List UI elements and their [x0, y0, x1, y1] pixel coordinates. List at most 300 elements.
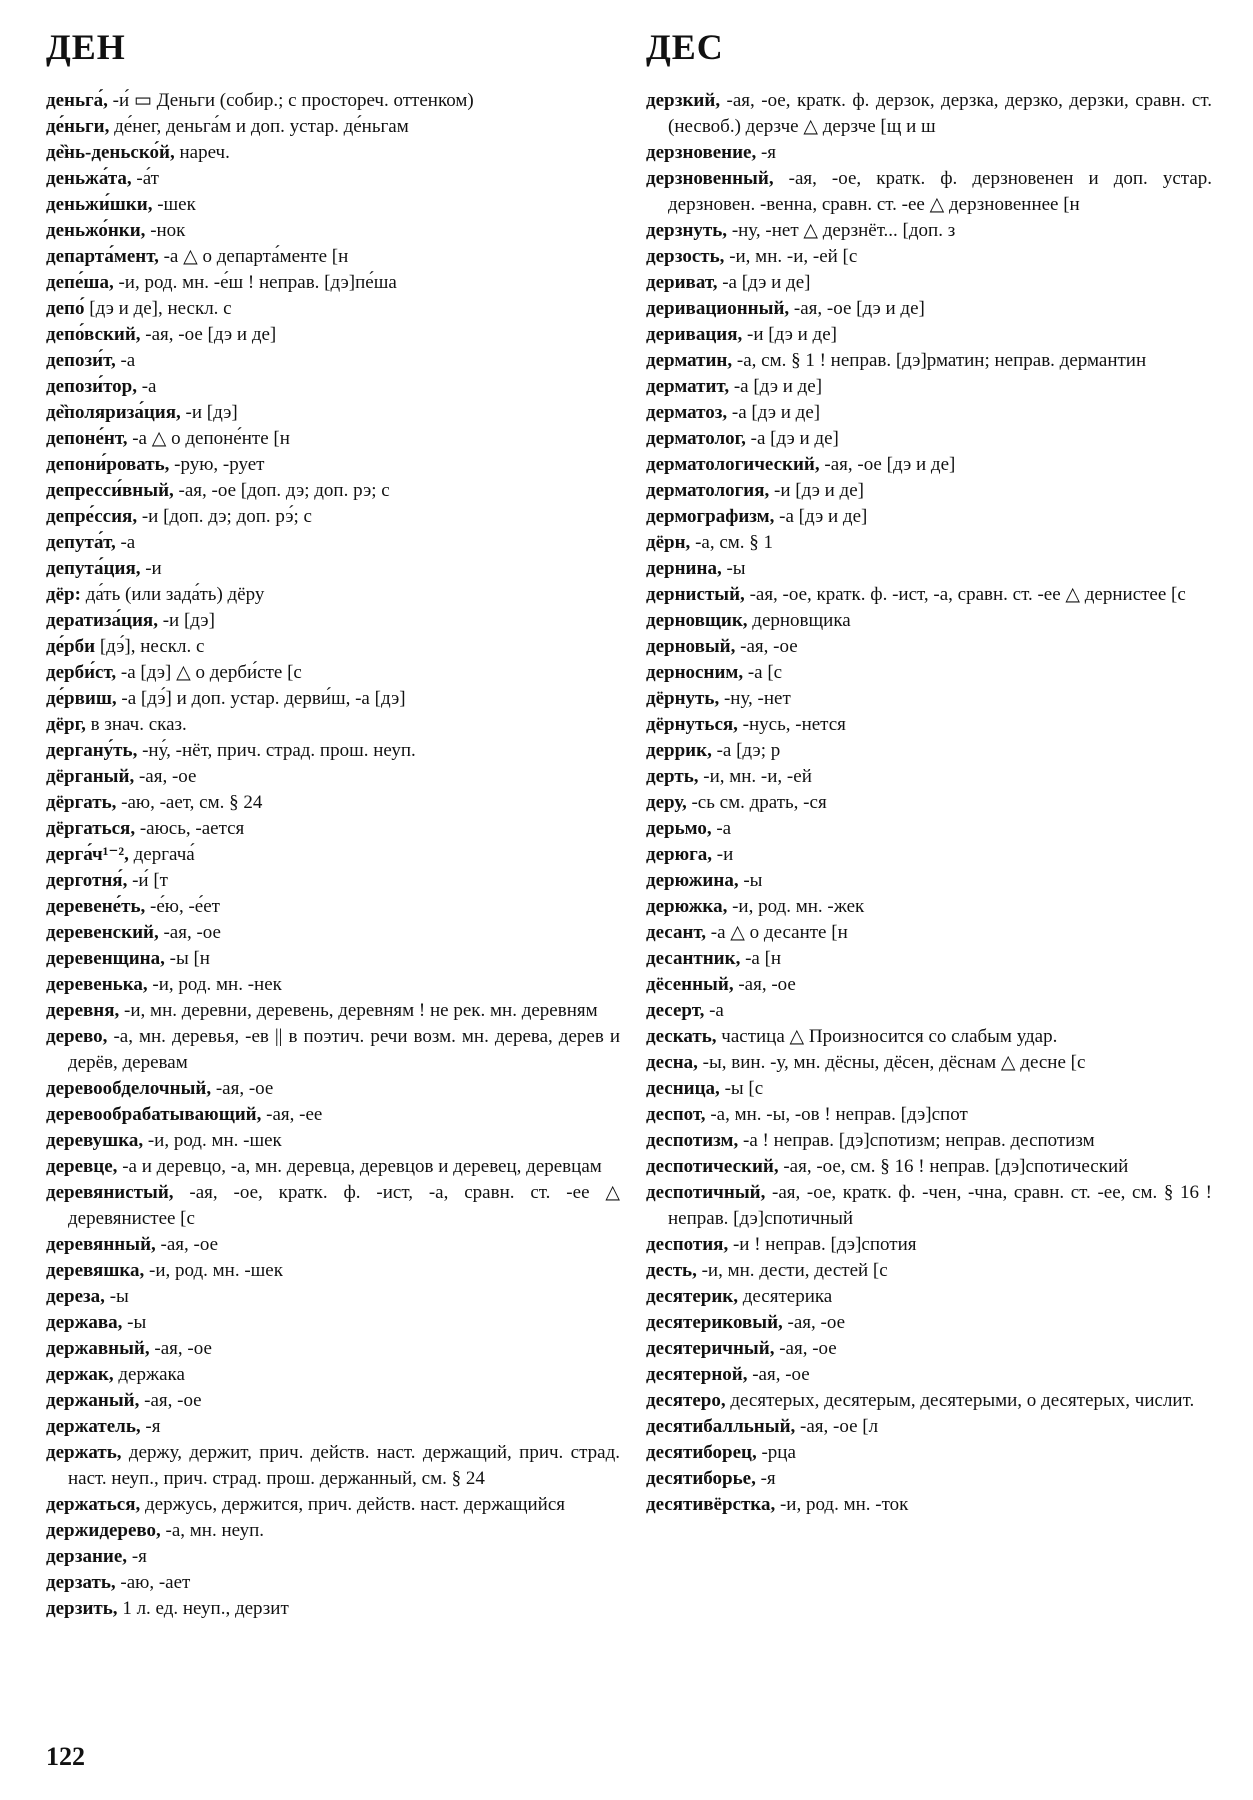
entry-definition: держака	[113, 1364, 185, 1385]
dictionary-entry	[646, 790, 1212, 816]
entry-definition: -ая, -ое, кратк. ф. дерзок, дерзка, дерзко, дерзки, сравн. ст. (несвоб.) дерзче △ дерзче [щ и ш	[668, 90, 1212, 137]
entry-definition: -а, мн. деревья, -ев || в поэтич. речи возм. мн. дерева, дерев и дерёв, деревам	[68, 1026, 620, 1073]
dictionary-entry	[46, 1232, 620, 1258]
entry-definition: -а и деревцо, -а, мн. деревца, деревцов и деревец, деревцам	[117, 1156, 602, 1177]
entry-headword: депе́ша,	[46, 272, 114, 293]
dictionary-entry	[646, 88, 1212, 140]
entry-definition: в знач. сказ.	[85, 714, 187, 735]
entry-headword: де̏нь-деньско́й,	[46, 142, 175, 163]
dictionary-entry	[46, 218, 620, 244]
entry-headword: дёр:	[46, 584, 81, 605]
entry-definition: -и, род. мн. -шек	[143, 1130, 282, 1151]
dictionary-entry	[646, 868, 1212, 894]
dictionary-entry	[46, 1440, 620, 1492]
dictionary-entry	[646, 166, 1212, 218]
entry-definition: -а [н	[740, 948, 782, 969]
dictionary-entry	[646, 452, 1212, 478]
entry-definition: -а [с	[743, 662, 783, 683]
entry-headword: держатель,	[46, 1416, 141, 1437]
entry-definition: -и [дэ и де]	[769, 480, 864, 501]
dictionary-entry	[46, 1024, 620, 1076]
entry-headword: дерюжка,	[646, 896, 728, 917]
entry-definition: держу, держит, прич. действ. наст. держащий, прич. страд. наст. неуп., прич. страд. прош. держанный, см. § 24	[68, 1442, 620, 1489]
entry-headword: дерматологический,	[646, 454, 820, 475]
dictionary-entry	[646, 322, 1212, 348]
entry-definition: десятерых, десятерым, десятерыми, о десятерых, числит.	[725, 1390, 1195, 1411]
entry-headword: десант,	[646, 922, 707, 943]
entry-headword: держаться,	[46, 1494, 141, 1515]
dictionary-entry	[46, 1128, 620, 1154]
dictionary-entry	[646, 140, 1212, 166]
entry-headword: десерт,	[646, 1000, 705, 1021]
dictionary-entry	[646, 894, 1212, 920]
entry-headword: дерматоз,	[646, 402, 728, 423]
entry-headword: десятеричный,	[646, 1338, 775, 1359]
dictionary-entry	[646, 1336, 1212, 1362]
dictionary-entry	[646, 270, 1212, 296]
dictionary-entry	[46, 140, 620, 166]
entry-headword: державный,	[46, 1338, 150, 1359]
dictionary-entry	[646, 1076, 1212, 1102]
entry-definition: -ы [н	[164, 948, 210, 969]
dictionary-entry	[646, 348, 1212, 374]
entry-definition: -ая, -ое	[211, 1078, 274, 1099]
dictionary-entry	[46, 764, 620, 790]
entry-headword: десть,	[646, 1260, 697, 1281]
entry-headword: дерматолог,	[646, 428, 746, 449]
entry-definition: -ая, -ое	[134, 766, 197, 787]
entry-definition: -а △ о департа́менте [н	[158, 246, 349, 267]
dictionary-entry	[46, 1336, 620, 1362]
entry-headword: деспотичный,	[646, 1182, 766, 1203]
dictionary-entry	[646, 738, 1212, 764]
entry-headword: депо́вский,	[46, 324, 141, 345]
entry-headword: деривационный,	[646, 298, 790, 319]
entry-headword: деревообрабатывающий,	[46, 1104, 262, 1125]
entry-definition: -сь см. драть, -ся	[686, 792, 827, 813]
dictionary-entry	[46, 1492, 620, 1518]
entry-definition: -а	[704, 1000, 724, 1021]
entry-definition: -а, см. § 1 ! неправ. [дэ]рматин; неправ. дермантин	[732, 350, 1147, 371]
entry-definition: -ая, -ое [л	[795, 1416, 879, 1437]
entry-headword: дерзновение,	[646, 142, 757, 163]
dictionary-entry	[646, 972, 1212, 998]
entry-definition: -и́ [т	[127, 870, 168, 891]
dictionary-entry	[46, 114, 620, 140]
entry-definition: -я	[140, 1416, 161, 1437]
entry-definition: -и, род. мн. -шек	[144, 1260, 283, 1281]
entry-definition: -ая, -ое	[735, 636, 798, 657]
dictionary-entry	[46, 660, 620, 686]
dictionary-entry	[646, 582, 1212, 608]
entry-headword: дерзание,	[46, 1546, 128, 1567]
entry-definition: -а́т	[131, 168, 159, 189]
dictionary-entry	[646, 478, 1212, 504]
dictionary-entry	[46, 634, 620, 660]
entry-headword: дерть,	[646, 766, 699, 787]
dictionary-entry	[46, 556, 620, 582]
entry-definition: [дэ и де], нескл. с	[84, 298, 232, 319]
dictionary-entry	[646, 608, 1212, 634]
entry-definition: десятерика	[737, 1286, 833, 1307]
entry-definition: -ы	[104, 1286, 129, 1307]
dictionary-entry	[646, 1024, 1212, 1050]
entry-definition: -а [дэ; р	[711, 740, 781, 761]
entry-definition: -ая, -ое [дэ и де]	[140, 324, 277, 345]
dictionary-entry	[46, 400, 620, 426]
entry-definition: -и	[140, 558, 162, 579]
entry-definition: -ая, -ое, см. § 16 ! неправ. [дэ]спотический	[778, 1156, 1129, 1177]
entry-headword: деревообделочный,	[46, 1078, 212, 1099]
dictionary-entry	[646, 1258, 1212, 1284]
entry-definition: -а, мн. -ы, -ов ! неправ. [дэ]спот	[705, 1104, 968, 1125]
entry-headword: дереза,	[46, 1286, 105, 1307]
entry-definition: -а [дэ и де]	[727, 402, 821, 423]
entry-definition: частица △ Произносится со слабым удар.	[716, 1026, 1058, 1047]
dictionary-column-right	[646, 88, 1212, 1518]
entry-definition: -а, см. § 1	[690, 532, 774, 553]
dictionary-entry	[646, 504, 1212, 530]
entry-definition: держусь, держится, прич. действ. наст. держащийся	[140, 1494, 566, 1515]
entry-definition: -а [дэ и де]	[774, 506, 868, 527]
dictionary-entry	[46, 738, 620, 764]
entry-definition: -а △ о депоне́нте [н	[127, 428, 290, 449]
dictionary-entry	[46, 582, 620, 608]
dictionary-entry	[646, 1128, 1212, 1154]
entry-headword: дерматин,	[646, 350, 733, 371]
dictionary-entry	[46, 816, 620, 842]
dictionary-entry	[46, 1180, 620, 1232]
entry-definition: -и, род. мн. -ток	[775, 1494, 909, 1515]
entry-definition: -ы	[738, 870, 763, 891]
entry-headword: дёргаться,	[46, 818, 136, 839]
dictionary-entry	[646, 1050, 1212, 1076]
dictionary-entry	[646, 686, 1212, 712]
entry-definition: -ая, -ое [доп. дэ; доп. рэ; с	[173, 480, 390, 501]
dictionary-entry	[46, 1388, 620, 1414]
entry-definition: [дэ́], нескл. с	[95, 636, 205, 657]
entry-headword: дёрнуть,	[646, 688, 720, 709]
entry-headword: десятивёрстка,	[646, 1494, 776, 1515]
dictionary-entry	[646, 1492, 1212, 1518]
entry-definition: -и, род. мн. -е́ш ! неправ. [дэ]пе́ша	[113, 272, 397, 293]
dictionary-entry	[646, 374, 1212, 400]
entry-definition: -ая, -ое, кратк. ф. -чен, -чна, сравн. ст. -ее, см. § 16 ! неправ. [дэ]спотичный	[668, 1182, 1212, 1229]
entry-headword: деревенский,	[46, 922, 159, 943]
entry-definition: -ая, -ое, кратк. ф. -ист, -а, сравн. ст. -ее △ дернистее [с	[744, 584, 1186, 605]
entry-headword: держак,	[46, 1364, 114, 1385]
entry-definition: -аю, -ает	[115, 1572, 191, 1593]
entry-definition: -и [дэ]	[157, 610, 215, 631]
dictionary-entry	[646, 1154, 1212, 1180]
dictionary-entry	[46, 842, 620, 868]
dictionary-entry	[46, 530, 620, 556]
dictionary-entry	[646, 764, 1212, 790]
entry-headword: депоне́нт,	[46, 428, 128, 449]
dictionary-entry	[46, 1310, 620, 1336]
dictionary-entry	[46, 1570, 620, 1596]
dictionary-entry	[646, 426, 1212, 452]
entry-headword: дерзкий,	[646, 90, 721, 111]
entry-definition: -ая, -ое	[782, 1312, 846, 1333]
dictionary-entry	[646, 1388, 1212, 1414]
entry-headword: депози́т,	[46, 350, 116, 371]
entry-definition: -ая, -ое	[155, 1234, 219, 1255]
entry-headword: деньжи́шки,	[46, 194, 153, 215]
entry-definition: -а	[115, 532, 136, 553]
entry-headword: дерзновенный,	[646, 168, 774, 189]
entry-headword: деспотия,	[646, 1234, 729, 1255]
entry-definition: нареч.	[174, 142, 230, 163]
entry-headword: деньжо́нки,	[46, 220, 146, 241]
dictionary-entry	[46, 946, 620, 972]
entry-headword: дерносним,	[646, 662, 744, 683]
entry-definition: -ая, -ее	[261, 1104, 323, 1125]
dictionary-entry	[46, 998, 620, 1024]
entry-definition: -ну́, -нёт, прич. страд. прош. неуп.	[137, 740, 416, 761]
entry-headword: деспот,	[646, 1104, 706, 1125]
entry-headword: дермографизм,	[646, 506, 775, 527]
entry-headword: десятериковый,	[646, 1312, 783, 1333]
entry-definition: -ая, -ое	[158, 922, 221, 943]
entry-headword: деревенщина,	[46, 948, 165, 969]
dictionary-entry	[646, 634, 1212, 660]
entry-definition: -ая, -ое	[747, 1364, 810, 1385]
dictionary-entry	[46, 478, 620, 504]
entry-definition: -ая, -ое [дэ и де]	[819, 454, 956, 475]
entry-definition: -шек	[152, 194, 196, 215]
dictionary-column-left	[46, 88, 620, 1622]
entry-definition: -ая, -ое, кратк. ф. дерзновенен и доп. устар. дерзновен. -венна, сравн. ст. -ее △ дерзновеннее [н	[668, 168, 1212, 215]
entry-headword: деревня,	[46, 1000, 120, 1021]
entry-headword: дёрганый,	[46, 766, 135, 787]
entry-headword: деревене́ть,	[46, 896, 146, 917]
dictionary-entry	[646, 1284, 1212, 1310]
dictionary-entry	[46, 296, 620, 322]
dictionary-entry	[46, 972, 620, 998]
dictionary-entry	[46, 790, 620, 816]
entry-definition: -и, мн. -и, -ей [с	[724, 246, 858, 267]
entry-headword: держаный,	[46, 1390, 140, 1411]
dictionary-entry	[46, 686, 620, 712]
entry-headword: депо́	[46, 298, 85, 319]
entry-headword: десятибалльный,	[646, 1416, 796, 1437]
entry-definition: дерновщика	[747, 610, 851, 631]
entry-definition: -а [дэ] △ о дерби́сте [с	[116, 662, 302, 683]
entry-definition: -нусь, -нется	[737, 714, 846, 735]
entry-headword: деспотизм,	[646, 1130, 739, 1151]
dictionary-entry	[646, 1466, 1212, 1492]
entry-headword: де́рби	[46, 636, 96, 657]
entry-definition: -ы, вин. -у, мн. дёсны, дёсен, дёснам △ десне [с	[697, 1052, 1086, 1073]
entry-definition: -ая, -ое	[733, 974, 796, 995]
entry-headword: дерновый,	[646, 636, 736, 657]
entry-headword: дериват,	[646, 272, 718, 293]
entry-headword: департа́мент,	[46, 246, 159, 267]
entry-definition: -нок	[145, 220, 186, 241]
entry-headword: десятерик,	[646, 1286, 738, 1307]
entry-definition: -рую, -рует	[169, 454, 265, 475]
entry-headword: депресси́вный,	[46, 480, 174, 501]
entry-headword: десница,	[646, 1078, 720, 1099]
entry-definition: -а [дэ и де]	[717, 272, 811, 293]
entry-headword: десятиборье,	[646, 1468, 756, 1489]
dictionary-entry	[46, 894, 620, 920]
entry-headword: десятиборец,	[646, 1442, 757, 1463]
entry-definition: -а	[136, 376, 157, 397]
dictionary-entry	[46, 504, 620, 530]
dictionary-entry	[46, 1362, 620, 1388]
dictionary-entry	[46, 1284, 620, 1310]
entry-headword: дернина,	[646, 558, 722, 579]
dictionary-entry	[46, 322, 620, 348]
dictionary-entry	[646, 530, 1212, 556]
dictionary-entry	[646, 1102, 1212, 1128]
entry-definition: да́ть (или зада́ть) дёру	[80, 584, 265, 605]
entry-definition: -ы	[721, 558, 746, 579]
entry-headword: дергану́ть,	[46, 740, 138, 761]
dictionary-entry	[646, 1440, 1212, 1466]
dictionary-entry	[46, 426, 620, 452]
entry-headword: деспотический,	[646, 1156, 779, 1177]
entry-definition: -я	[756, 142, 777, 163]
entry-headword: депони́ровать,	[46, 454, 170, 475]
entry-headword: деревенька,	[46, 974, 148, 995]
entry-definition: -ну, -нет △ дерзнёт... [доп. з	[727, 220, 956, 241]
entry-definition: -я	[755, 1468, 776, 1489]
entry-headword: деревушка,	[46, 1130, 144, 1151]
dictionary-entry	[646, 920, 1212, 946]
entry-definition: -и, род. мн. -нек	[147, 974, 282, 995]
dictionary-entry	[646, 998, 1212, 1024]
dictionary-entry	[46, 1544, 620, 1570]
entry-headword: дёрн,	[646, 532, 691, 553]
entry-definition: дергача́	[128, 844, 195, 865]
entry-headword: дерматит,	[646, 376, 730, 397]
entry-headword: деревце,	[46, 1156, 118, 1177]
entry-headword: дёрг,	[46, 714, 86, 735]
entry-headword: дерби́ст,	[46, 662, 117, 683]
entry-definition: -а, мн. неуп.	[160, 1520, 265, 1541]
entry-headword: деньга́,	[46, 90, 108, 111]
entry-headword: дерюга,	[646, 844, 713, 865]
entry-definition: -и, мн. деревни, деревень, деревням ! не рек. мн. деревням	[119, 1000, 598, 1021]
entry-headword: дерга́ч¹⁻²,	[46, 844, 129, 865]
entry-headword: дернистый,	[646, 584, 745, 605]
dictionary-entry	[46, 244, 620, 270]
entry-definition: -аю, -ает, см. § 24	[116, 792, 263, 813]
dictionary-entry	[46, 1596, 620, 1622]
entry-definition: -ая, -ое [дэ и де]	[789, 298, 925, 319]
entry-definition: -а △ о десанте [н	[706, 922, 848, 943]
entry-definition: -ну, -нет	[719, 688, 791, 709]
entry-headword: держать,	[46, 1442, 122, 1463]
entry-headword: держидерево,	[46, 1520, 161, 1541]
entry-headword: депре́ссия,	[46, 506, 138, 527]
entry-definition: -и ! неправ. [дэ]спотия	[728, 1234, 917, 1255]
dictionary-entry	[46, 1102, 620, 1128]
entry-headword: деревяшка,	[46, 1260, 145, 1281]
entry-definition: -ы	[122, 1312, 147, 1333]
entry-definition: -и, род. мн. -жек	[727, 896, 865, 917]
entry-definition: 1 л. ед. неуп., дерзит	[117, 1598, 289, 1619]
dictionary-entry	[646, 1310, 1212, 1336]
dictionary-entry	[46, 920, 620, 946]
dictionary-entry	[646, 816, 1212, 842]
entry-definition: -а [дэ и де]	[729, 376, 823, 397]
entry-headword: десна,	[646, 1052, 698, 1073]
entry-definition: -я	[127, 1546, 147, 1567]
entry-definition: -а	[115, 350, 136, 371]
entry-headword: дерево,	[46, 1026, 108, 1047]
page-number: 122	[46, 1742, 85, 1771]
entry-headword: дерзить,	[46, 1598, 118, 1619]
entry-headword: дератиза́ция,	[46, 610, 158, 631]
entry-headword: депози́тор,	[46, 376, 137, 397]
dictionary-entry	[646, 400, 1212, 426]
dictionary-entry	[46, 166, 620, 192]
dictionary-entry	[46, 1414, 620, 1440]
entry-headword: деру,	[646, 792, 687, 813]
entry-definition: -рца	[756, 1442, 796, 1463]
dictionary-entry	[646, 1414, 1212, 1440]
entry-headword: де̏поляриза́ция,	[46, 402, 181, 423]
dictionary-entry	[646, 244, 1212, 270]
entry-definition: де́нег, деньга́м и доп. устар. де́ньгам	[109, 116, 409, 137]
entry-definition: -е́ю, -е́ет	[145, 896, 220, 917]
dictionary-entry	[46, 348, 620, 374]
entry-headword: дескать,	[646, 1026, 717, 1047]
entry-definition: -ы [с	[719, 1078, 764, 1099]
dictionary-entry	[46, 712, 620, 738]
dictionary-entry	[46, 1076, 620, 1102]
entry-definition: -ая, -ое	[139, 1390, 202, 1411]
entry-headword: деньжа́та,	[46, 168, 132, 189]
dictionary-entry	[46, 374, 620, 400]
entry-headword: дерготня́,	[46, 870, 128, 891]
entry-headword: де́рвиш,	[46, 688, 117, 709]
entry-definition: -и, мн. дести, дестей [с	[696, 1260, 888, 1281]
entry-headword: дерзость,	[646, 246, 725, 267]
entry-definition: -и, мн. -и, -ей	[698, 766, 812, 787]
entry-headword: деревянный,	[46, 1234, 156, 1255]
dictionary-entry	[646, 1232, 1212, 1258]
dictionary-entry	[46, 1518, 620, 1544]
dictionary-entry	[646, 1362, 1212, 1388]
dictionary-entry	[46, 192, 620, 218]
entry-headword: десятерной,	[646, 1364, 748, 1385]
entry-headword: деривация,	[646, 324, 743, 345]
dictionary-entry	[646, 842, 1212, 868]
dictionary-entry	[646, 946, 1212, 972]
entry-headword: дерматология,	[646, 480, 770, 501]
entry-headword: дёсенный,	[646, 974, 734, 995]
entry-definition: -ая, -ое	[774, 1338, 837, 1359]
entry-definition: -а [дэ и де]	[745, 428, 839, 449]
dictionary-entry	[646, 296, 1212, 322]
dictionary-entry	[46, 1154, 620, 1180]
dictionary-entry	[46, 270, 620, 296]
entry-headword: де́ньги,	[46, 116, 110, 137]
entry-definition: -и [дэ]	[180, 402, 238, 423]
entry-definition: -и́ ▭ Деньги (собир.; с простореч. оттенком)	[107, 90, 474, 111]
entry-headword: дёргать,	[46, 792, 117, 813]
dictionary-entry	[646, 712, 1212, 738]
entry-headword: деррик,	[646, 740, 712, 761]
entry-headword: десантник,	[646, 948, 741, 969]
dictionary-entry	[46, 608, 620, 634]
dictionary-entry	[46, 88, 620, 114]
